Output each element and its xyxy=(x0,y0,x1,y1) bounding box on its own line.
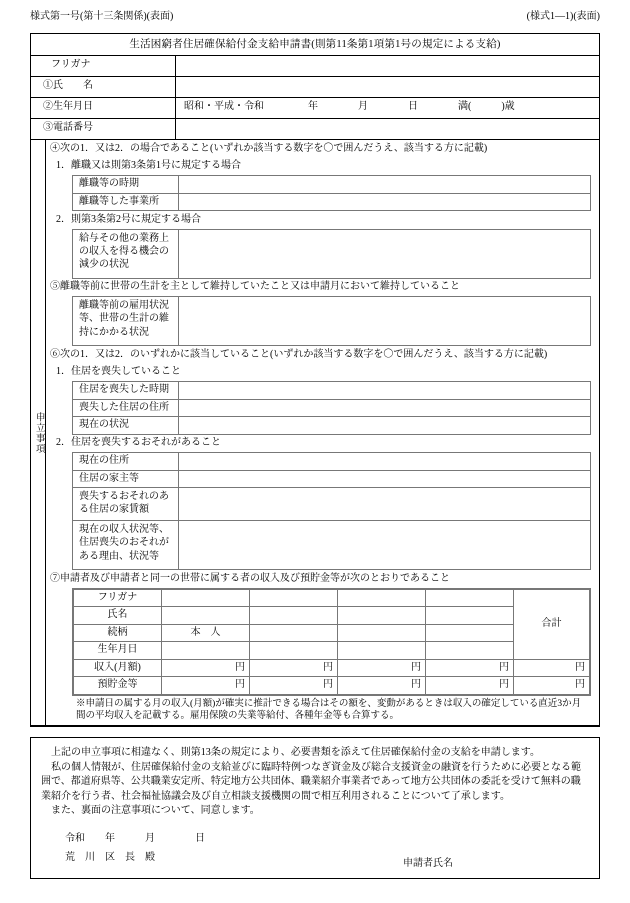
label-housing-loss-timing: 住居を喪失した時期 xyxy=(73,382,179,399)
birthdate-year-label: 年 xyxy=(308,101,318,113)
label-name-row: 氏名 xyxy=(74,607,162,625)
cell-relation-3[interactable] xyxy=(338,624,426,642)
birthdate-month-label: 月 xyxy=(358,101,368,113)
label-lost-housing-address: 喪失した住居の住所 xyxy=(73,400,179,417)
input-household-maintenance-status[interactable] xyxy=(179,297,590,345)
row-birthdate xyxy=(31,98,599,119)
vertical-label-text: 申立事項 xyxy=(33,411,44,454)
section7-heading: ⑦申請者及び申請者と同一の世帯に属する者の収入及び預貯金等が次のとおりであること xyxy=(50,572,450,584)
cell-furigana-4[interactable] xyxy=(426,589,514,607)
label-furigana: フリガナ xyxy=(31,56,176,76)
section7-income-table xyxy=(72,588,591,696)
input-housing-loss-timing[interactable] xyxy=(179,382,590,399)
input-income-decrease-status[interactable] xyxy=(179,230,590,278)
table-row xyxy=(73,488,590,521)
header-form-number: 様式第一号(第十三条関係)(表面) xyxy=(30,11,174,22)
section4-item2-heading: 2．則第3条第2号に規定する場合 xyxy=(56,213,201,225)
birthdate-day-label: 日 xyxy=(408,101,418,113)
table-row xyxy=(74,659,590,677)
section6-item2-heading: 2．住居を喪失するおそれがあること xyxy=(56,437,221,449)
label-income-row: 収入(月額) xyxy=(74,659,162,677)
cell-income-3[interactable]: 円 xyxy=(338,659,426,677)
cell-name-3[interactable] xyxy=(338,607,426,625)
cell-relation-1[interactable]: 本 人 xyxy=(162,624,250,642)
cell-income-total[interactable]: 円 xyxy=(514,659,590,677)
vertical-label-moushitate-jikou xyxy=(31,140,46,725)
cell-savings-4[interactable]: 円 xyxy=(426,677,514,695)
declaration-paragraph-2: 私の個人情報が、住居確保給付金の支給並びに臨時特例つなぎ資金及び総合支援資金の融資を行うために必要となる範囲で、都道府県等、公共職業安定所、特定地方公共団体、職業紹介事業者であって地方公共団体の委託を受けて無料の職業紹介を行う者、社会福祉協議会及び自立相談支援機関の間で相互利用されることについて了承します。 xyxy=(41,761,581,802)
declaration-addressee: 荒 川 区 長 殿 xyxy=(65,852,155,863)
page-header xyxy=(30,11,600,24)
row-name xyxy=(31,77,599,98)
table-row xyxy=(73,194,590,212)
input-phone[interactable] xyxy=(176,119,599,139)
input-lost-housing-address[interactable] xyxy=(179,400,590,417)
row-furigana xyxy=(31,56,599,77)
cell-name-1[interactable] xyxy=(162,607,250,625)
form-title: 生活困窮者住居確保給付金支給申請書(則第11条第1項第1号の規定による支給) xyxy=(31,34,599,56)
label-savings-row: 預貯金等 xyxy=(74,677,162,695)
table-row xyxy=(74,642,590,660)
label-birthdate-row: 生年月日 xyxy=(74,642,162,660)
cell-relation-4[interactable] xyxy=(426,624,514,642)
cell-name-4[interactable] xyxy=(426,607,514,625)
label-birthdate: ②生年月日 xyxy=(31,98,176,118)
cell-income-2[interactable]: 円 xyxy=(250,659,338,677)
declaration-items-block xyxy=(31,140,599,726)
row-phone xyxy=(31,119,599,140)
table-row xyxy=(74,589,590,607)
table-row xyxy=(73,400,590,418)
cell-furigana-2[interactable] xyxy=(250,589,338,607)
input-separation-timing[interactable] xyxy=(179,176,590,193)
table-row xyxy=(73,417,590,435)
cell-relation-2[interactable] xyxy=(250,624,338,642)
declaration-paragraph-1: 上記の申立事項に相違なく、則第13条の規定により、必要書類を添えて住居確保給付金の支給を申請します。 xyxy=(51,747,540,758)
label-income-decrease-status: 給与その他の業務上の収入を得る機会の減少の状況 xyxy=(73,230,179,278)
section4-item1-table xyxy=(72,175,591,211)
input-landlord[interactable] xyxy=(179,471,590,488)
cell-income-1[interactable]: 円 xyxy=(162,659,250,677)
signature-block xyxy=(41,832,589,872)
declaration-date-line[interactable]: 令和 年 月 日 xyxy=(65,832,205,844)
input-current-situation[interactable] xyxy=(179,417,590,434)
label-income-and-reason: 現在の収入状況等、住居喪失のおそれがある理由、状況等 xyxy=(73,521,179,569)
cell-savings-1[interactable]: 円 xyxy=(162,677,250,695)
table-row xyxy=(73,521,590,570)
section5-heading: ⑤離職等前に世帯の生計を主として維持していたこと又は申請月において維持していること xyxy=(50,281,460,293)
table-row xyxy=(73,176,590,194)
section6-heading: ⑥次の1．又は2．のいずれかに該当していること(いずれか該当する数字を〇で囲んだうえ、該当する方に記載) xyxy=(50,348,548,360)
label-phone: ③電話番号 xyxy=(31,119,176,139)
cell-savings-2[interactable]: 円 xyxy=(250,677,338,695)
label-furigana-row: フリガナ xyxy=(74,589,162,607)
input-separation-workplace[interactable] xyxy=(179,194,590,211)
cell-birthdate-4[interactable] xyxy=(426,642,514,660)
section7-note xyxy=(72,696,591,726)
cell-savings-3[interactable]: 円 xyxy=(338,677,426,695)
cell-savings-total[interactable]: 円 xyxy=(514,677,590,695)
cell-birthdate-3[interactable] xyxy=(338,642,426,660)
input-furigana[interactable] xyxy=(176,56,599,76)
form-main-frame xyxy=(30,33,600,727)
input-rent-amount[interactable] xyxy=(179,488,590,520)
birthdate-eras[interactable]: 昭和・平成・令和 xyxy=(184,101,264,113)
cell-furigana-3[interactable] xyxy=(338,589,426,607)
label-current-address: 現在の住所 xyxy=(73,453,179,470)
section4-item2-table xyxy=(72,229,591,279)
input-name[interactable] xyxy=(176,77,599,97)
table-row xyxy=(73,297,590,346)
table-row xyxy=(74,677,590,695)
label-relation-row: 続柄 xyxy=(74,624,162,642)
label-total: 合計 xyxy=(514,589,590,659)
table-row xyxy=(74,624,590,642)
cell-name-2[interactable] xyxy=(250,607,338,625)
table-row xyxy=(73,453,590,471)
section6-item1-heading: 1．住居を喪失していること xyxy=(56,366,181,378)
section6-item2-table xyxy=(72,452,591,570)
table-row xyxy=(73,471,590,489)
label-rent-amount: 喪失するおそれのある住居の家賃額 xyxy=(73,488,179,520)
section5-table xyxy=(72,296,591,346)
label-current-situation: 現在の状況 xyxy=(73,417,179,434)
table-row xyxy=(73,230,590,279)
applicant-name-label[interactable]: 申請者氏名 xyxy=(403,858,453,869)
cell-furigana-1[interactable] xyxy=(162,589,250,607)
cell-income-4[interactable]: 円 xyxy=(426,659,514,677)
table-row xyxy=(74,607,590,625)
section4-item1-heading: 1．離職又は則第3条第1号に規定する場合 xyxy=(56,160,241,172)
label-landlord: 住居の家主等 xyxy=(73,471,179,488)
cell-birthdate-1[interactable] xyxy=(162,642,250,660)
label-separation-timing: 離職等の時期 xyxy=(73,176,179,193)
header-form-code: (様式1—1)(表面) xyxy=(526,11,600,22)
declaration-paragraph-3: また、裏面の注意事項について、同意します。 xyxy=(51,805,260,816)
section7-note-text: ※申請日の属する月の収入(月額)が確実に推計できる場合はその額を、変動があるときは収入の確定している直近3か月間の平均収入を記載する。雇用保険の失業等給付、各種年金等も合算する。 xyxy=(76,698,582,721)
input-birthdate[interactable] xyxy=(176,98,599,118)
label-name: ①氏 名 xyxy=(31,77,176,97)
birthdate-age-label[interactable]: 満( )歳 xyxy=(458,101,515,113)
table-row xyxy=(73,382,590,400)
cell-birthdate-2[interactable] xyxy=(250,642,338,660)
label-separation-workplace: 離職等した事業所 xyxy=(73,194,179,211)
declaration-box xyxy=(30,737,600,879)
section4-heading: ④次の1．又は2．の場合であること(いずれか該当する数字を〇で囲んだうえ、該当する方に記載) xyxy=(50,142,488,154)
label-household-maintenance-status: 離職等前の雇用状況等、世帯の生計の維持にかかる状況 xyxy=(73,297,179,345)
input-income-and-reason[interactable] xyxy=(179,521,590,569)
input-current-address[interactable] xyxy=(179,453,590,470)
section6-item1-table xyxy=(72,381,591,435)
